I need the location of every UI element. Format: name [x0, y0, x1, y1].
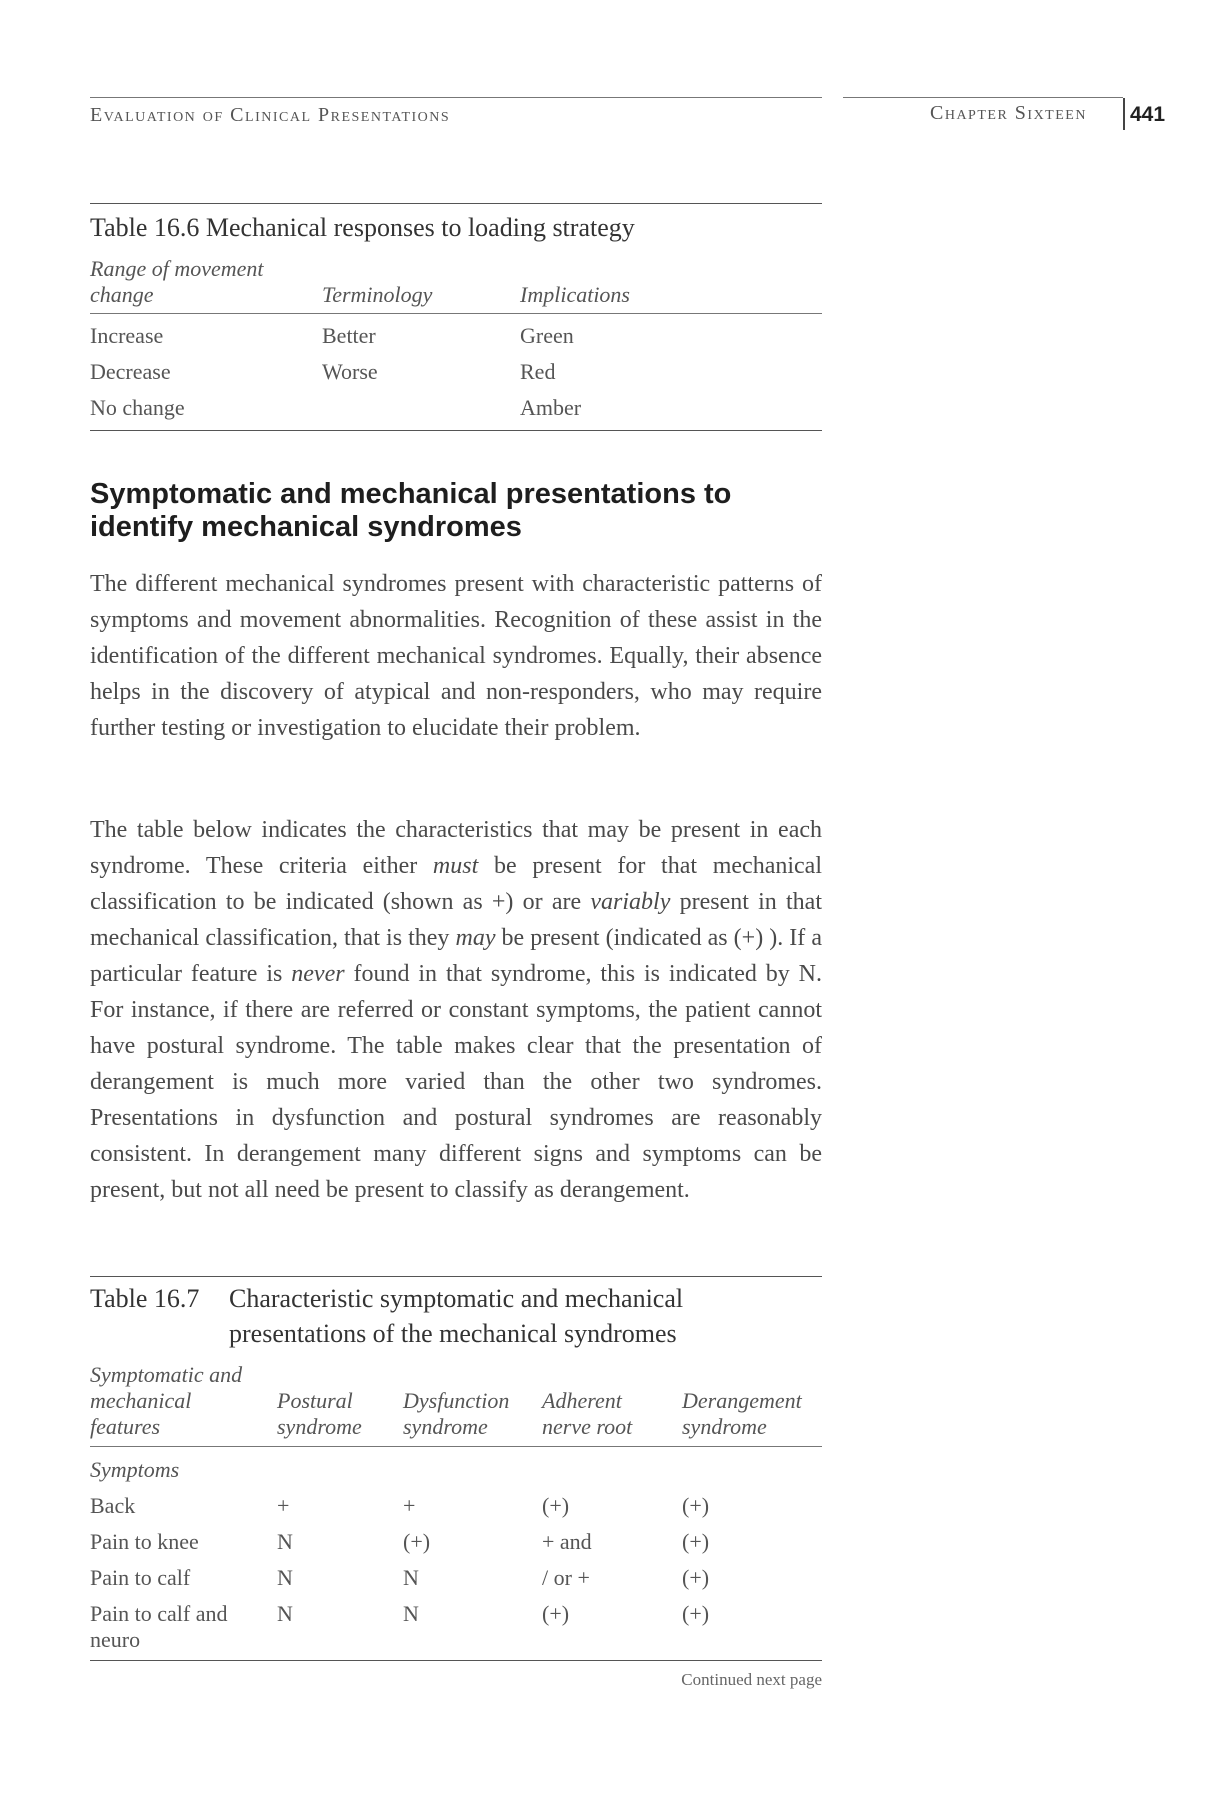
table-16-6-cell: Decrease: [90, 359, 171, 384]
header-rule-right: [843, 97, 1123, 98]
table-16-7-cell: N: [277, 1601, 293, 1626]
table-16-7-header-rule: [90, 1446, 822, 1447]
table-16-6-cell: Increase: [90, 323, 164, 348]
paragraph-2-run: be present (indicated as (+) ). If a particular feature is: [90, 925, 822, 987]
paragraph-2-run: be present for that mechanical classification to be indicated (shown as +) or are: [90, 853, 822, 915]
table-16-7-row-label: Pain to knee: [90, 1529, 199, 1554]
table-16-6-colhead-implications: Implications: [520, 282, 630, 307]
table-16-7-colhead-features: Symptomatic and mechanical features: [90, 1362, 243, 1439]
table-16-6-cell: No change: [90, 395, 185, 420]
table-16-7-cell: + and: [542, 1529, 592, 1554]
table-16-7-cell: / or +: [542, 1565, 590, 1590]
table-16-7-cell: (+): [542, 1493, 570, 1518]
paragraph-2-run: present in that mechanical classification, that is they: [90, 889, 823, 951]
running-title: Evaluation of Clinical Presentations: [90, 104, 451, 126]
table-16-7-title-line-2: presentations of the mechanical syndromes: [229, 1319, 677, 1348]
table-16-7-cell: N: [277, 1529, 293, 1554]
table-16-6-bottom-rule: [90, 430, 822, 431]
table-16-7-bottom-rule: [90, 1660, 822, 1661]
table-16-7-colhead-dysfunction: Dysfunction syndrome: [403, 1388, 510, 1439]
table-16-6-colhead-range: Range of movement change: [90, 256, 264, 307]
page-number: 441: [1130, 103, 1166, 126]
symbol-N: N: [798, 961, 816, 987]
table-16-7-label: Table 16.7: [90, 1284, 200, 1313]
emphasis-variably: variably: [590, 889, 671, 915]
table-16-6-colhead-terminology: Terminology: [322, 282, 433, 307]
paragraph-2-run: . For instance, if there are referred or constant symptoms, the patient cannot have postural syndrome. The table makes clear that the presentation of derangement is much more varied than the other two syndromes. Presentations in dysfunction and postural syndromes are reasonably consistent. In derangement many different signs and symptoms can be present, but not all need be present to classify as derangement.: [90, 961, 822, 1203]
table-16-7-cell: N: [403, 1601, 419, 1626]
emphasis-never: never: [291, 961, 345, 987]
table-16-6-cell: Red: [520, 359, 556, 384]
table-16-6-cell: Green: [520, 323, 574, 348]
table-16-7-colhead-derangement: Derangement syndrome: [682, 1388, 802, 1439]
emphasis-must: must: [432, 853, 479, 879]
table-16-7-cell: +: [277, 1493, 290, 1518]
table-16-6-cell: Amber: [520, 395, 582, 420]
table-16-6-cell: Worse: [322, 359, 378, 384]
table-16-7-title-line-1: Characteristic symptomatic and mechanical: [229, 1284, 684, 1313]
header-rule-left: [90, 97, 822, 98]
paragraph-1-text: The different mechanical syndromes present with characteristic patterns of symptoms and movement abnormalities. Recognition of these assist in the identification of the different mechanical syndromes. Equally, their absence helps in the discovery of atypical and non-responders, who may require further testing or investigation to elucidate their problem.: [90, 571, 822, 741]
table-16-7-row-label: Pain to calf: [90, 1565, 191, 1590]
paragraph-2-run: The table below indicates the characteristics that may be present in each syndrome. These criteria either: [90, 817, 822, 879]
table-16-7-group-label: Symptoms: [90, 1457, 180, 1482]
paragraph-2-text: [90, 812, 822, 1208]
table-16-7-row-label: Back: [90, 1493, 136, 1518]
table-16-7-cell: N: [403, 1565, 419, 1590]
table-16-7-colhead-adherent: Adherent nerve root: [542, 1388, 633, 1439]
table-16-7-cell: (+): [682, 1493, 710, 1518]
table-16-7-cell: (+): [682, 1601, 710, 1626]
folio-divider: [1123, 98, 1125, 130]
paragraph-2-run: found in that syndrome, this is indicated by: [344, 961, 799, 987]
table-16-7-colhead-postural: Postural syndrome: [277, 1388, 362, 1439]
table-16-6-header-rule: [90, 313, 822, 314]
body-paragraph-1: [90, 566, 822, 746]
table-16-7-row-label: Pain to calf and neuro: [90, 1601, 228, 1652]
table-16-7-cell: (+): [682, 1529, 710, 1554]
chapter-label: Chapter Sixteen: [930, 102, 1087, 124]
table-16-7-cell: (+): [682, 1565, 710, 1590]
continued-note: Continued next page: [681, 1670, 822, 1689]
table-16-7-cell: +: [403, 1493, 416, 1518]
table-16-7-cell: (+): [403, 1529, 431, 1554]
section-heading: Symptomatic and mechanical presentations to identify mechanical syndromes: [90, 478, 732, 543]
table-16-6-top-rule: [90, 203, 822, 204]
body-paragraph-2: [90, 812, 822, 1208]
table-16-6-cell: Better: [322, 323, 376, 348]
emphasis-may: may: [455, 925, 496, 951]
table-16-7-cell: N: [277, 1565, 293, 1590]
table-16-7-top-rule: [90, 1276, 822, 1277]
table-16-6-title: Table 16.6 Mechanical responses to loading strategy: [90, 213, 635, 242]
table-16-7-cell: (+): [542, 1601, 570, 1626]
